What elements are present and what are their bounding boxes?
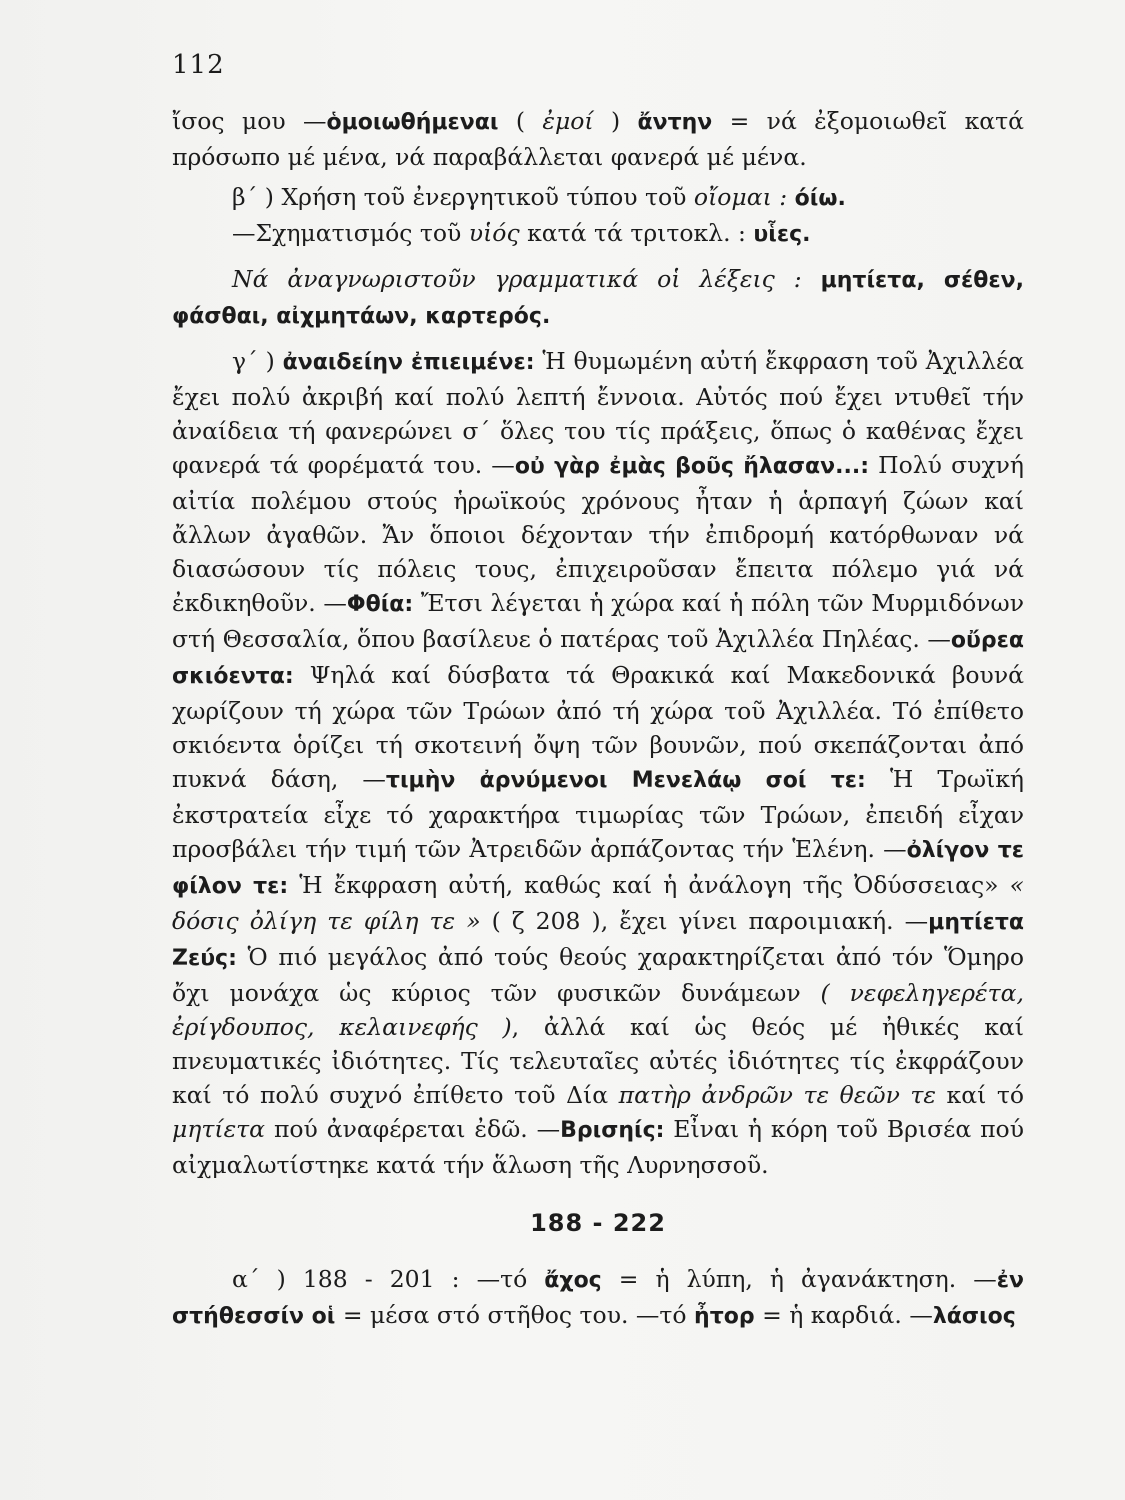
paragraph-beta: β΄ ) Χρήση τοῦ ἐνεργητικοῦ τύπου τοῦ οἴομαι : όίω. — [232, 183, 846, 211]
section-heading: 188 - 222 — [530, 1209, 666, 1237]
paragraph-formation: —Σχηματισμός τοῦ υἱός κατά τά τριτοκλ. : υἷες. — [232, 219, 811, 247]
paragraph-gamma: γ΄ ) ἀναιδείην ἐπιειμένε: Ἡ θυμωμένη αὐτή ἔκφραση τοῦ Ἀχιλλέα ἔχει πολύ ἀκριβή καί πολύ λεπτή ἔννοια. Αὐτός πού ἔχει ντυθεῖ τήν ἀναίδεια τή φανερώνει σ΄ ὅλες του τίς πράξεις, ὅπως ὁ καθένας ἔχει φανερά τά φορέματά του. —οὐ γὰρ ἐμὰς βοῦς ἤλασαν...: Πολύ συχνή αἰτία πολέμου στούς ἡρωϊκούς χρόνους ἦταν ἡ ἁρπαγή ζώων καί ἄλλων ἀγαθῶν. Ἄν ὅποιοι δέχονταν τήν ἐπιδρομή κατόρθωναν νά διασώσουν τίς πόλεις τους, ἐπιχειροῦσαν ἔπειτα πόλεμο γιά νά ἐκδικηθοῦν. —Φθία: Ἔτσι λέγεται ἡ χώρα καί ἡ πόλη τῶν Μυρμιδόνων στή Θεσσαλία, ὅπου βασίλευε ὁ πατέρας τοῦ Ἀχιλλέα Πηλέας. —οὔρεα σκιόεντα: Ψηλά καί δύσβατα τά Θρακικά καί Μακεδονικά βουνά χωρίζουν τή χώρα τῶν Τρώων ἀπό τή χώρα τοῦ Ἀχιλλέα. Τό ἐπίθετο σκιόεντα ὁρίζει τή σκοτεινή ὄψη τῶν βουνῶν, πού σκεπάζονται ἀπό πυκνά δάση, —τιμὴν ἀρνύμενοι Μενελάῳ σοί τε: Ἡ Τρωϊκή ἐκστρατεία εἶχε τό χαρακτήρα τιμωρίας τῶν Τρώων, ἐπειδή εἶχαν προσβάλει τήν τιμή τῶν Ἀτρειδῶν ἁρπάζοντας τήν Ἑλένη. —ὀλίγον τε φίλον τε: Ἡ ἔκφραση αὐτή, καθώς καί ἡ ἀνάλογη τῆς Ὀδύσσειας» « δόσις ὀλίγη τε φίλη τε » ( ζ 208 ), ἔχει γίνει παροιμιακή. —μητίετα Ζεύς: Ὁ πιό μεγάλος ἀπό τούς θεούς χαρακτηρίζεται ἀπό τόν Ὅμηρο ὄχι μονάχα ὡς κύριος τῶν φυσικῶν δυνάμεων ( νεφεληγερέτα, ἐρίγδουπος, κελαινεφής ), ἀλλά καί ὡς θεός μέ ἠθικές καί πνευματικές ἰδιότητες. Τίς τελευταῖες αὐτές ἰδιότητες τίς ἐκφράζουν καί τό πολύ συχνό ἐπίθετο τοῦ Δία πατὴρ ἀνδρῶν τε θεῶν τε καί τό μητίετα πού ἀναφέρεται ἐδῶ. —Βρισηίς: Εἶναι ἡ κόρη τοῦ Βρισέα πού αἰχμαλωτίστηκε κατά τήν ἅλωση τῆς Λυρνησσοῦ. — [172, 347, 1025, 1179]
paragraph-exercise: Νά ἀναγνωριστοῦν γραμματικά οἱ λέξεις : μητίετα, σέθεν, φάσθαι, αἰχμητάων, καρτερός. — [172, 265, 1024, 329]
page-number: 112 — [172, 50, 225, 80]
body-text — [172, 104, 1024, 1334]
paragraph-continuation: ἴσος μου —ὁμοιωθήμεναι ( ἐμοί ) ἄντην = νά ἐξομοιωθεῖ κατά πρόσωπο μέ μένα, νά παραβάλλεται φανερά μέ μένα. — [172, 107, 1024, 171]
paragraph-alpha: α΄ ) 188 - 201 : —τό ἄχος = ἡ λύπη, ἡ ἀγανάκτηση. —ἐν στήθεσσίν οἱ = μέσα στό στῆθος του. —τό ἦτορ = ἡ καρδιά. —λάσιος — [172, 1265, 1025, 1329]
